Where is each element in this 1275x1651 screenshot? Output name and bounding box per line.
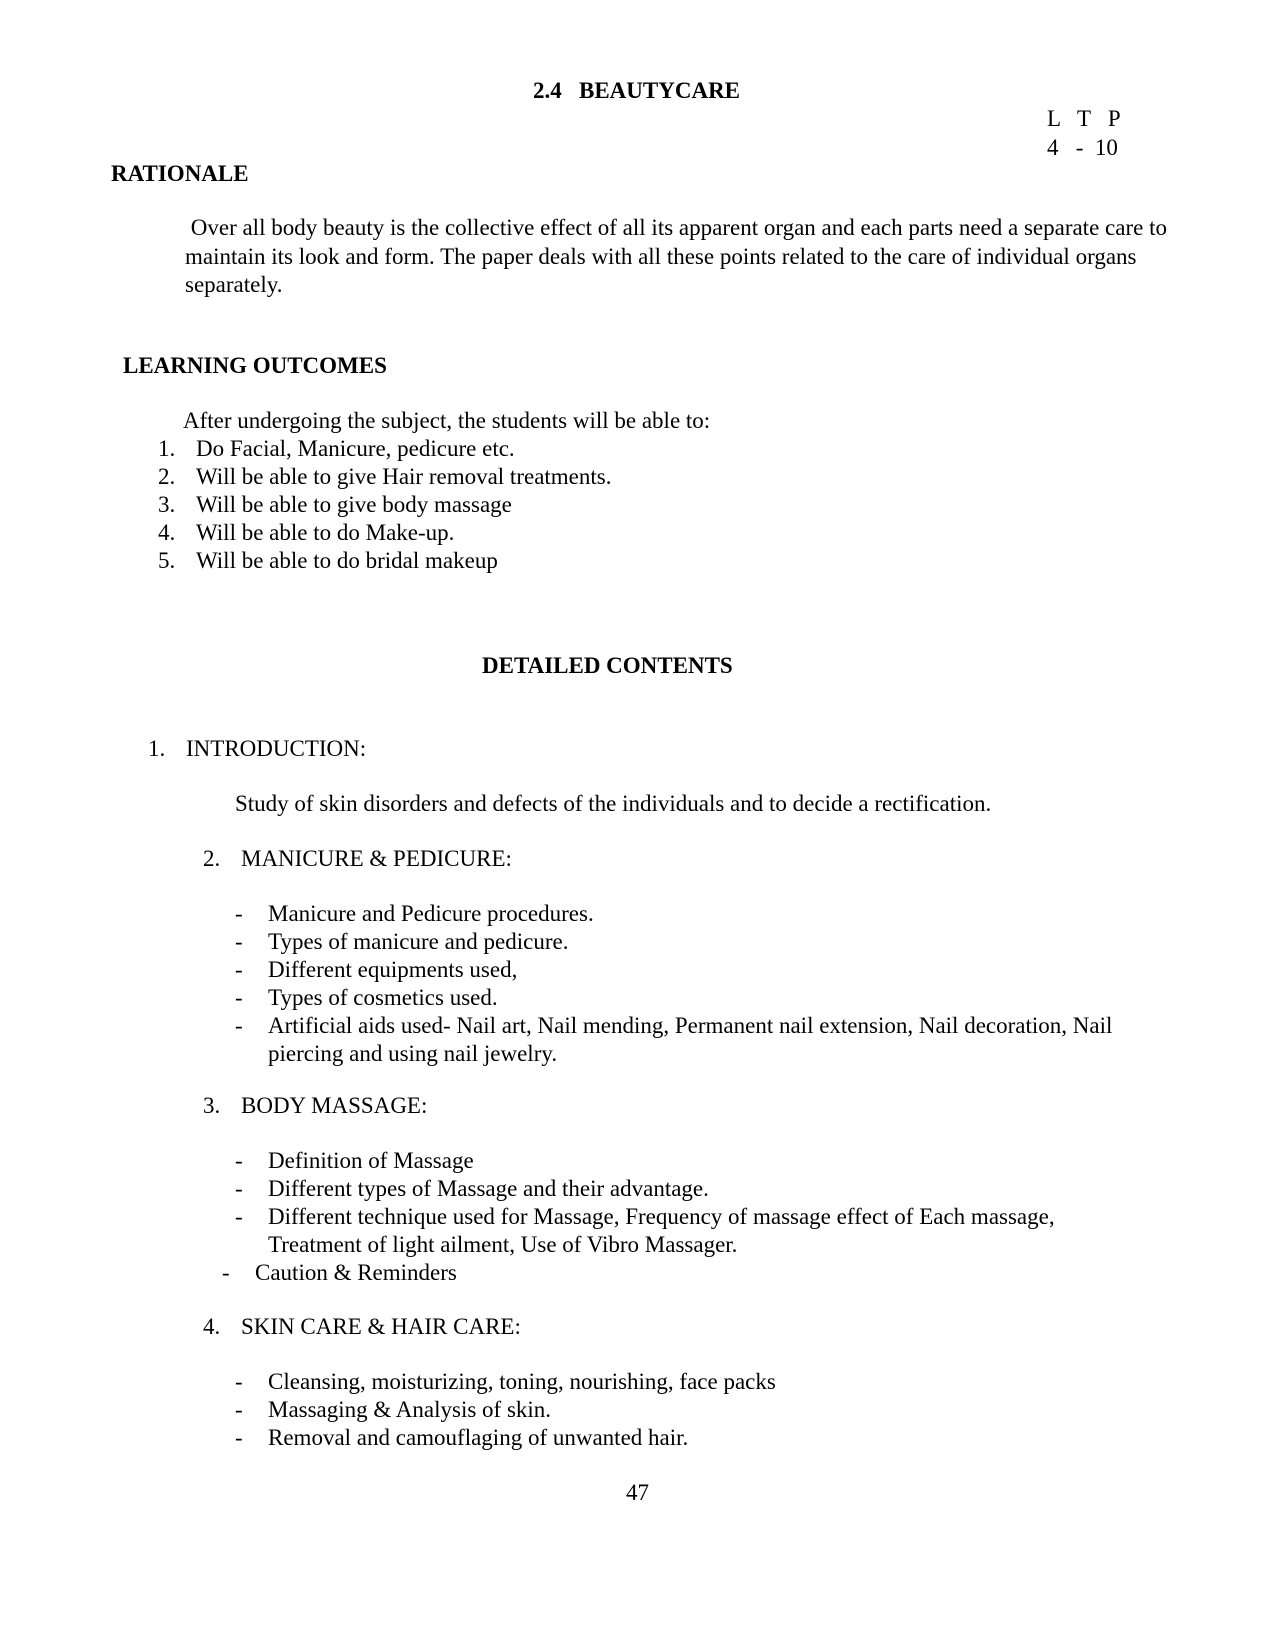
list-item: - Types of cosmetics used.	[235, 985, 498, 1010]
detailed-contents-heading: DETAILED CONTENTS	[482, 653, 733, 678]
list-item: - Definition of Massage	[235, 1148, 474, 1173]
list-item: 1. Do Facial, Manicure, pedicure etc.	[158, 436, 515, 461]
section-heading: 4. SKIN CARE & HAIR CARE:	[203, 1314, 521, 1339]
ltp-values: 4 - 10	[1047, 135, 1118, 160]
list-item: - Artificial aids used- Nail art, Nail mending, Permanent nail extension, Nail decoration, Nail piercing and using nail jewelry.	[235, 1013, 1113, 1066]
list-item: 2. Will be able to give Hair removal treatments.	[158, 464, 612, 489]
page-number: 47	[626, 1480, 649, 1505]
section-body: Study of skin disorders and defects of the individuals and to decide a rectification.	[235, 791, 992, 816]
section-heading: 3. BODY MASSAGE:	[203, 1093, 428, 1118]
list-item: 5. Will be able to do bridal makeup	[158, 548, 498, 573]
list-item: - Types of manicure and pedicure.	[235, 929, 569, 954]
list-item: 4. Will be able to do Make-up.	[158, 520, 455, 545]
learning-outcomes-intro: After undergoing the subject, the students will be able to:	[183, 408, 711, 433]
list-item: - Removal and camouflaging of unwanted hair.	[235, 1425, 689, 1450]
learning-outcomes-heading: LEARNING OUTCOMES	[123, 353, 387, 378]
list-item: - Caution & Reminders	[222, 1260, 457, 1285]
section-heading: 1. INTRODUCTION:	[148, 736, 367, 761]
rationale-heading: RATIONALE	[111, 161, 249, 186]
rationale-text: Over all body beauty is the collective effect of all its apparent organ and each parts need a separate care to maintain its look and form. The paper deals with all these points related to the care of individual organs separately.	[185, 215, 1173, 297]
list-item: - Different equipments used,	[235, 957, 518, 982]
list-item: - Manicure and Pedicure procedures.	[235, 901, 594, 926]
list-item: - Massaging & Analysis of skin.	[235, 1397, 552, 1422]
list-item: 3. Will be able to give body massage	[158, 492, 512, 517]
list-item: - Different technique used for Massage, Frequency of massage effect of Each massage, Treatment of light ailment, Use of Vibro Massager.	[235, 1204, 1055, 1257]
ltp-header: L T P	[1047, 106, 1121, 131]
page-title: 2.4 BEAUTYCARE	[533, 78, 741, 103]
list-item: - Cleansing, moisturizing, toning, nourishing, face packs	[235, 1369, 776, 1394]
list-item: - Different types of Massage and their advantage.	[235, 1176, 709, 1201]
section-heading: 2. MANICURE & PEDICURE:	[203, 846, 512, 871]
